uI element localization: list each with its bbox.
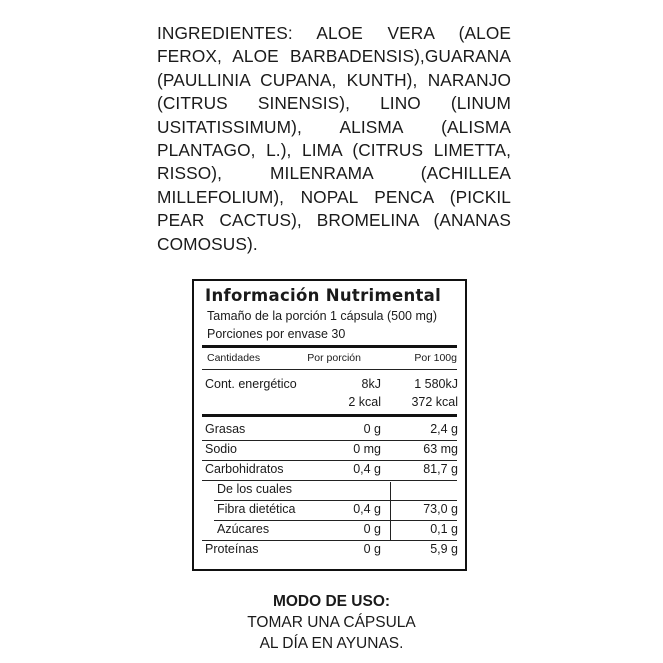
ingredients-line: INGREDIENTES: ALOE VERA (ALOE — [157, 23, 511, 43]
row-label-sugars: Azúcares — [217, 522, 270, 536]
thin-divider — [202, 540, 457, 541]
energy-100g-kj: 1 580kJ — [414, 377, 458, 391]
row-100g-protein: 5,9 g — [430, 542, 458, 556]
ingredients-line: (PAULLINIA CUPANA, KUNTH), NARANJO — [157, 69, 511, 90]
ingredients-line: USITATISSIMUM), ALISMA (ALISMA — [157, 116, 511, 137]
usage-title: MODO DE USO: — [272, 593, 391, 610]
row-label-of-which: De los cuales — [217, 482, 293, 496]
thin-divider — [202, 460, 457, 461]
ingredients-line: FEROX, ALOE BARBADENSIS),GUARANA — [157, 46, 511, 67]
row-serving-fats: 0 g — [363, 422, 381, 436]
thin-divider — [214, 520, 457, 521]
row-100g-sodium: 63 mg — [423, 442, 458, 456]
energy-serving-kcal: 2 kcal — [348, 395, 381, 409]
thick-divider — [202, 414, 457, 417]
row-serving-carbs: 0,4 g — [353, 462, 381, 476]
row-label-carbs: Carbohidratos — [205, 462, 284, 476]
ingredients-line: MILLEFOLIUM), NOPAL PENCA (PICKIL — [157, 186, 511, 207]
row-serving-protein: 0 g — [363, 542, 381, 556]
row-label-fats: Grasas — [205, 422, 246, 436]
thin-divider — [202, 440, 457, 441]
header-per-serving: Por porción — [307, 352, 361, 364]
row-label-sodium: Sodio — [205, 442, 237, 456]
row-100g-sugars: 0,1 g — [430, 522, 458, 536]
ingredients-line: (CITRUS SINENSIS), LINO (LINUM — [157, 93, 511, 114]
ingredients-line: PEAR CACTUS), BROMELINA (ANANAS — [157, 210, 511, 231]
ingredients-line: PLANTAGO, L.), LIMA (CITRUS LIMETTA, — [157, 140, 511, 161]
energy-label: Cont. energético — [205, 377, 297, 391]
thick-divider — [202, 345, 457, 348]
energy-serving-kj: 8kJ — [361, 377, 381, 391]
row-label-protein: Proteínas — [205, 542, 259, 556]
nutrition-title: Información Nutrimental — [205, 286, 442, 305]
usage-line-2: AL DÍA EN AYUNAS. — [259, 635, 404, 652]
row-serving-sodium: 0 mg — [353, 442, 381, 456]
header-amounts: Cantidades — [207, 352, 261, 364]
thin-divider — [214, 500, 457, 501]
row-100g-fiber: 73,0 g — [423, 502, 458, 516]
usage-line-1: TOMAR UNA CÁPSULA — [247, 614, 416, 631]
energy-100g-kcal: 372 kcal — [411, 395, 458, 409]
column-divider — [390, 482, 391, 540]
ingredients-line: RISSO), MILENRAMA (ACHILLEA — [157, 163, 511, 184]
thin-divider — [202, 369, 457, 370]
row-100g-fats: 2,4 g — [430, 422, 458, 436]
ingredients-text — [157, 22, 511, 256]
servings-per-container: Porciones por envase 30 — [207, 327, 346, 341]
row-label-fiber: Fibra dietética — [217, 502, 296, 516]
serving-size: Tamaño de la porción 1 cápsula (500 mg) — [207, 309, 437, 323]
nutrition-facts-panel — [192, 279, 467, 571]
thin-divider — [202, 480, 457, 481]
row-serving-fiber: 0,4 g — [353, 502, 381, 516]
row-serving-sugars: 0 g — [363, 522, 381, 536]
row-100g-carbs: 81,7 g — [423, 462, 458, 476]
header-per-100g: Por 100g — [414, 352, 457, 364]
ingredients-line: COMOSUS). — [157, 233, 258, 254]
